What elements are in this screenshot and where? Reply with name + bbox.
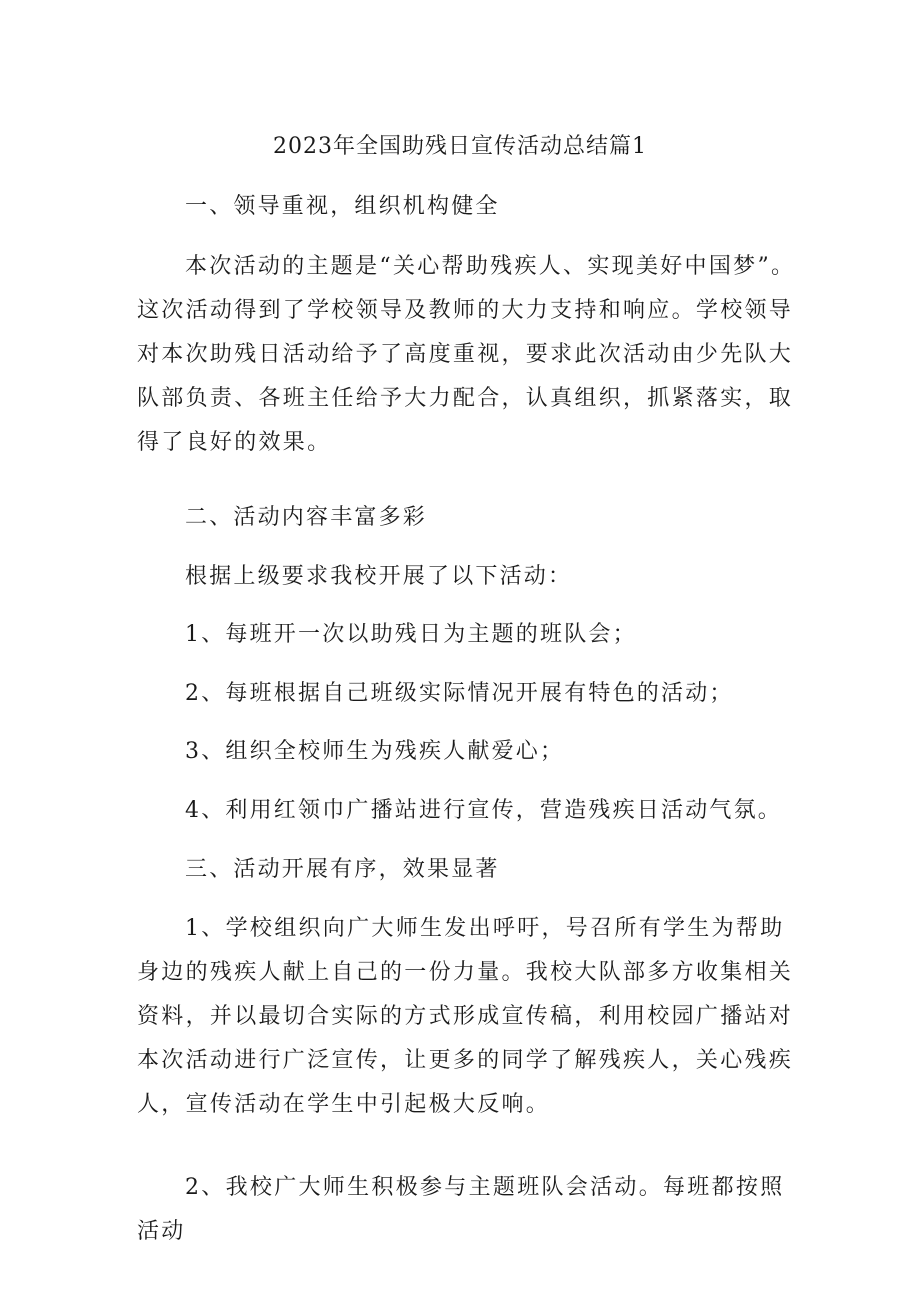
list-item: 1、每班开一次以助残日为主题的班队会； — [185, 622, 637, 647]
list-item: 4、利用红领巾广播站进行宣传，营造残疾日活动气氛。 — [185, 798, 782, 823]
section-3-paragraph-1: 1、学校组织向广大师生发出呼吁，号召所有学生为帮助身边的残疾人献上自己的一份力量。我校大队部多方收集相关资料，并以最切合实际的方式形成宣传稿，利用校园广播站对本次活动进行广泛宣传，让更多的同学了解残疾人，关心残疾人，宣传活动在学生中引起极大反响。 — [137, 916, 794, 1117]
section-3-paragraph-2: 2、我校广大师生积极参与主题班队会活动。每班都按照活动 — [137, 1175, 785, 1244]
section-2-intro: 根据上级要求我校开展了以下活动： — [185, 564, 573, 589]
section-heading-3: 三、活动开展有序，效果显著 — [185, 857, 500, 882]
section-1-paragraph: 本次活动的主题是“关心帮助残疾人、实现美好中国梦”。这次活动得到了学校领导及教师的大力支持和响应。学校领导对本次助残日活动给予了高度重视，要求此次活动由少先队大队部负责、各班主任给予大力配合，认真组织，抓紧落实，取得了良好的效果。 — [137, 254, 796, 455]
section-heading-1: 一、领导重视，组织机构健全 — [185, 194, 500, 219]
document-title: 2023年全国助残日宣传活动总结篇1 — [273, 134, 647, 159]
section-heading-2: 二、活动内容丰富多彩 — [185, 505, 428, 530]
list-item: 2、每班根据自己班级实际情况开展有特色的活动； — [185, 681, 734, 706]
list-item: 3、组织全校师生为残疾人献爱心； — [185, 739, 565, 764]
